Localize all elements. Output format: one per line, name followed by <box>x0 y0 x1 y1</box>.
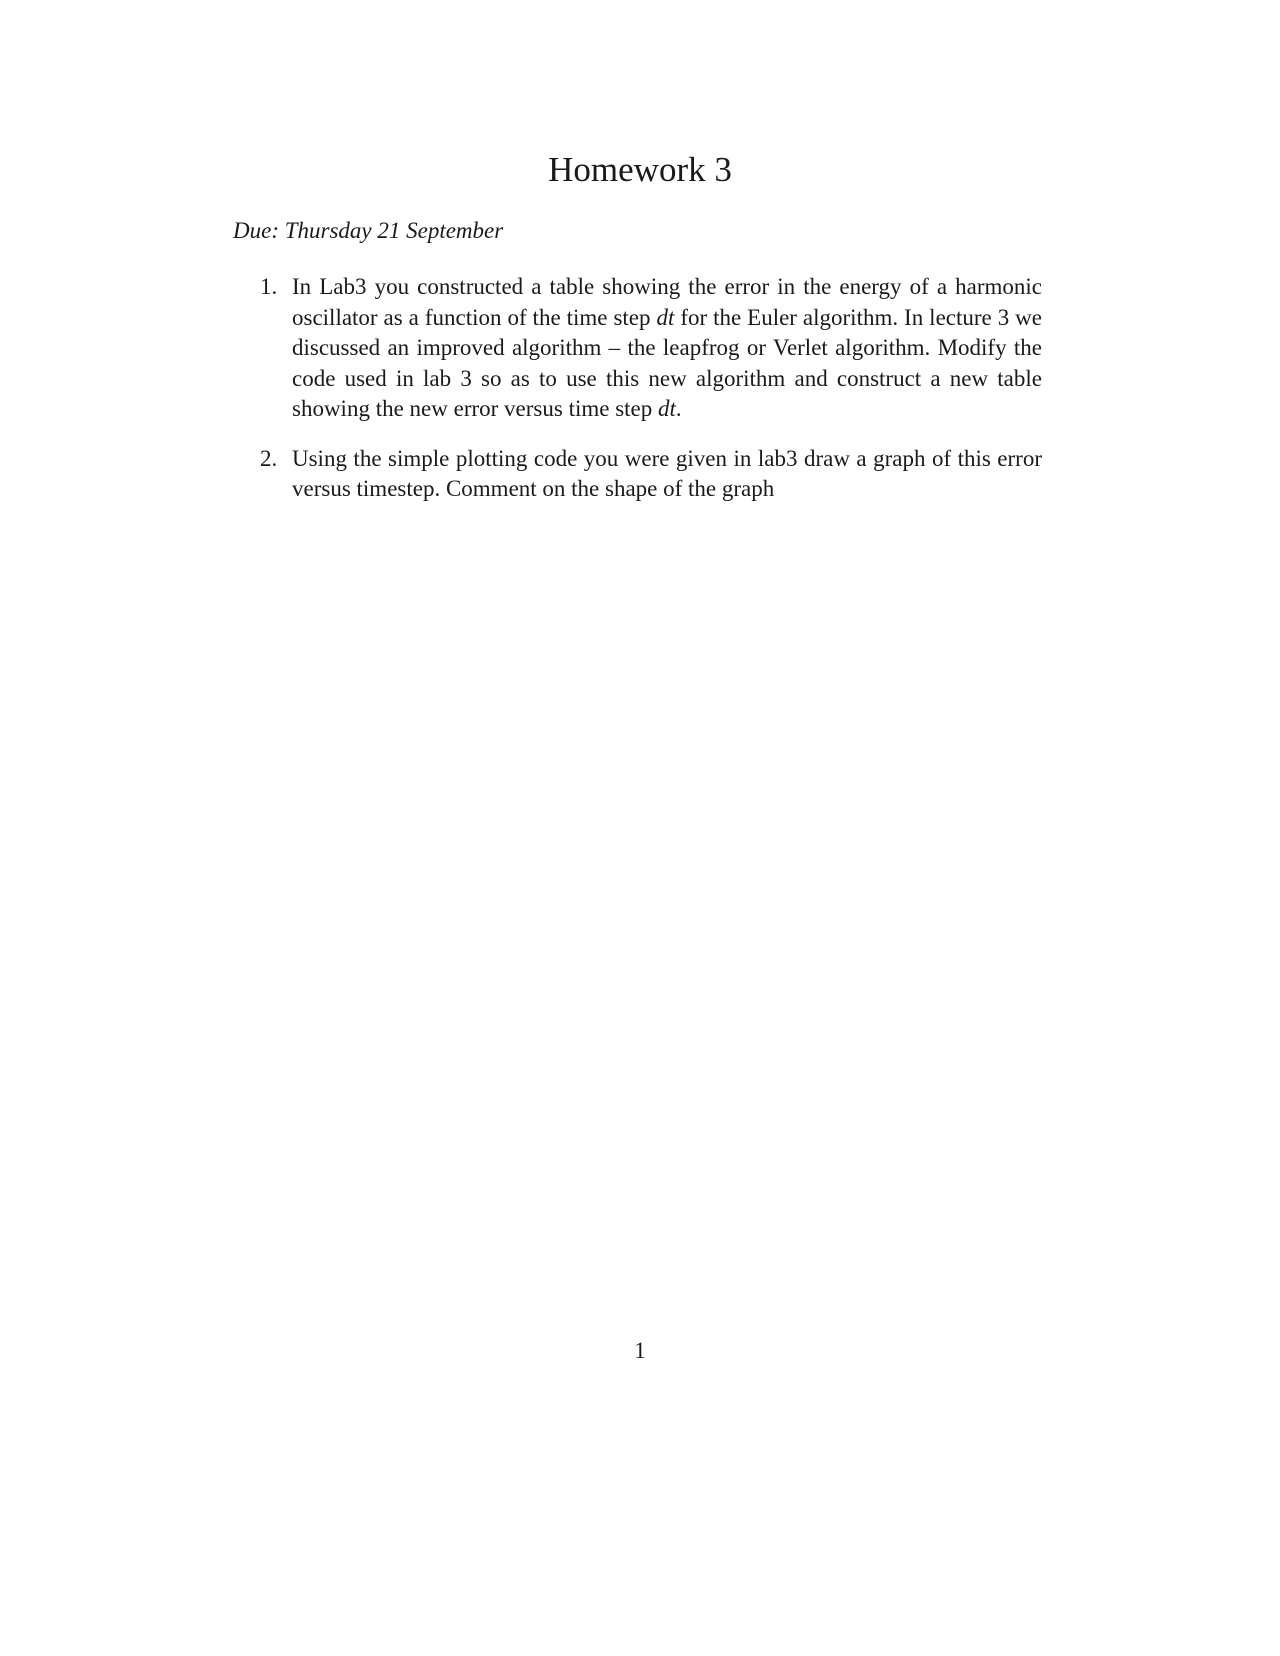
problem-text-segment: . <box>675 396 682 421</box>
problem-list <box>260 272 1042 524</box>
problem-text-segment-italic: dt <box>658 396 676 421</box>
problem-item-2 <box>260 444 1042 505</box>
problem-text <box>292 274 1042 421</box>
page-number: 1 <box>634 1338 646 1363</box>
problem-number: 2. <box>260 445 278 471</box>
problem-number: 1. <box>260 274 278 299</box>
problem-text-segment-italic: dt <box>656 304 675 330</box>
problem-text-segment: In Lab3 you constructed a table showing the error in the energy of a harmonic oscillator as a function of the time step <box>292 274 1042 330</box>
page-title: Homework 3 <box>548 150 732 189</box>
problem-item-1 <box>260 272 1042 425</box>
problem-text-segment: Using the simple plotting code you were given in lab3 draw a graph of this error versus timestep. Comment on the shape of the graph <box>292 445 1042 501</box>
due-date: Due: Thursday 21 September <box>233 218 504 243</box>
problem-text-segment: for the Euler algorithm. In lecture 3 we discussed an improved algorithm – the leapfrog or Verlet algorithm. Modify the code used in lab 3 so as to use this new algorithm and construct a new table showing the new error versus time step <box>292 304 1042 421</box>
problem-text <box>292 446 1042 502</box>
